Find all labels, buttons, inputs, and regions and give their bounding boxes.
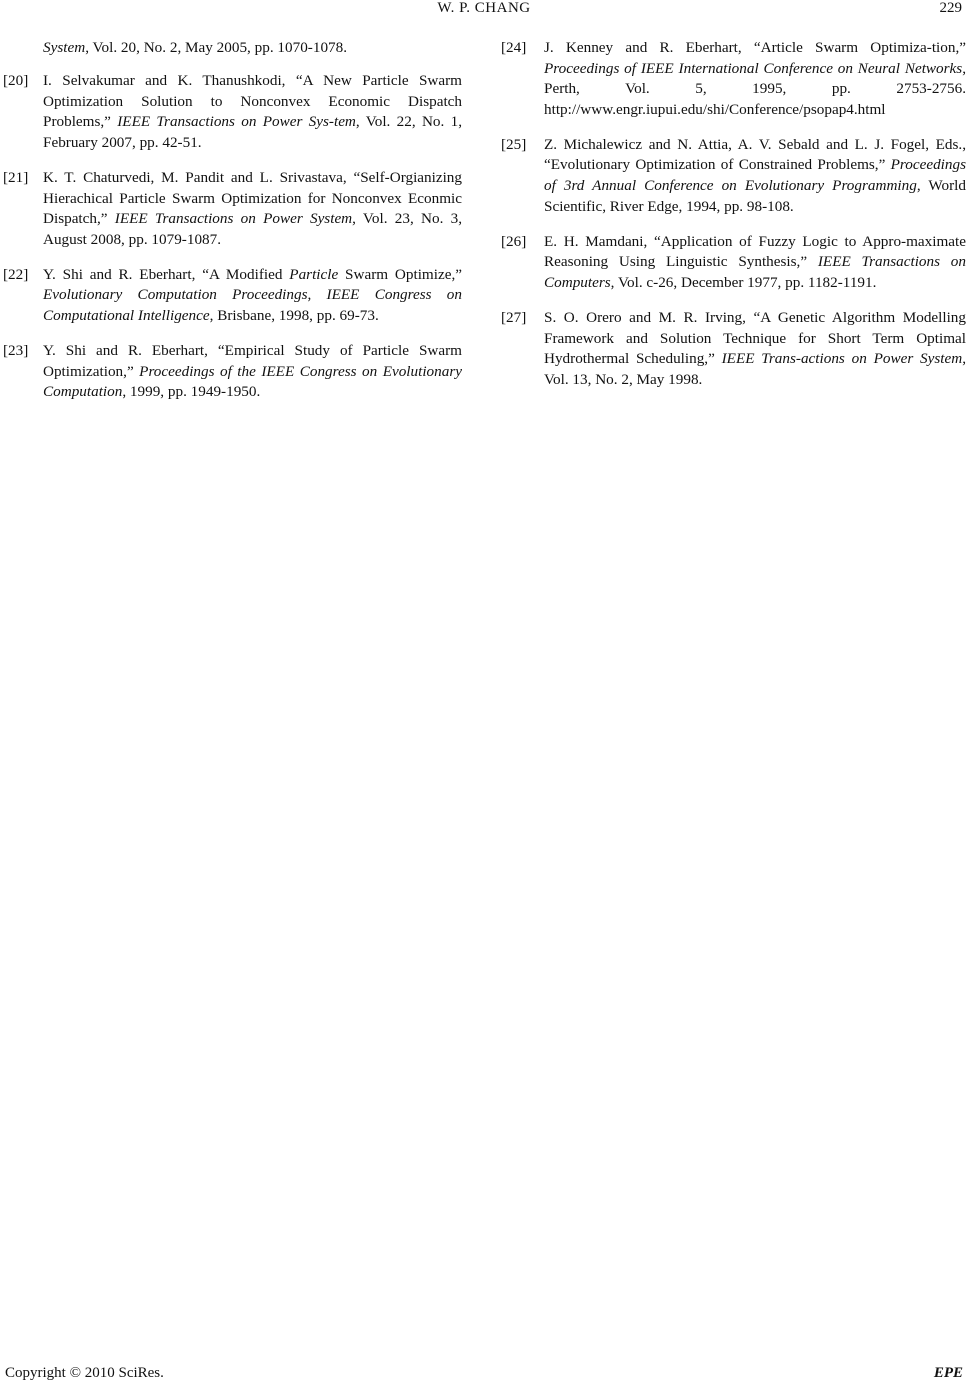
reference-text	[43, 341, 462, 403]
page-number: 229	[939, 0, 962, 16]
italic-text: System	[43, 39, 86, 56]
right-reference-list	[501, 38, 966, 390]
reference-entry	[0, 341, 462, 403]
italic-text: IEEE Trans-actions on Power System	[721, 350, 963, 368]
text-run: , 1999, pp. 1949-1950.	[122, 383, 261, 401]
reference-entry	[0, 168, 462, 250]
reference-number: [26]	[501, 232, 527, 250]
reference-entry	[501, 232, 966, 294]
text-run: E. H. Mamdani, “Application of Fuzzy Logic to Appro-maximate Reasoning Using Linguistic Synthesis,”	[544, 232, 966, 271]
text-run: , World Scientific, River Edge, 1994, pp. 98-108.	[544, 177, 966, 215]
reference-number: [27]	[501, 309, 527, 327]
italic-text: IEEE Transactions on Computers	[544, 253, 966, 291]
text-run: K. T. Chaturvedi, M. Pandit and L. Srivastava, “Self-Orgianizing Hierachical Particle Swarm Optimization for Nonconvex Econmic Dispatch,”	[43, 168, 462, 228]
text-run: , Vol. 22, No. 1, February 2007, pp. 42-51.	[43, 113, 463, 151]
text-run: S. O. Orero and M. R. Irving, “A Genetic Algorithm Modelling Framework and Solution Technique for Short Term Optimal Hydrothermal Scheduling,”	[544, 309, 966, 368]
text-run: , Vol. c-26, December 1977, pp. 1182-1191.	[610, 273, 877, 291]
text-run: I. Selvakumar and K. Thanushkodi, “A New Particle Swarm Optimization Solution to Nonconvex Economic Dispatch Problems,”	[43, 72, 462, 131]
text-run: , Brisbane, 1998, pp. 69-73.	[209, 307, 379, 325]
text-run: , Vol. 20, No. 2, May 2005, pp. 1070-1078.	[85, 39, 348, 56]
italic-text: IEEE Transactions on Power System	[114, 210, 353, 228]
reference-number: [22]	[3, 265, 29, 283]
text-run: , Vol. 13, No. 2, May 1998.	[544, 350, 966, 388]
italic-text: Proceedings of 3rd Annual Conference on Evolutionary Programming	[544, 156, 966, 195]
italic-text: IEEE Transactions on Power Sys-tem	[117, 113, 356, 131]
text-run: Z. Michalewicz and N. Attia, A. V. Sebald and L. J. Fogel, Eds., “Evolutionary Optimization of Constrained Problems,”	[544, 135, 966, 174]
text-run: Y. Shi and R. Eberhart, “Empirical Study of Particle Swarm Optimization,”	[43, 342, 462, 380]
reference-number: [23]	[3, 342, 29, 360]
text-run: Swarm Optimize,”	[338, 265, 462, 283]
reference-text	[544, 135, 966, 217]
reference-text	[43, 71, 462, 153]
reference-number: [20]	[3, 72, 29, 90]
reference-entry	[501, 135, 966, 217]
reference-number: [24]	[501, 39, 527, 56]
reference-text	[544, 308, 966, 390]
reference-number: [25]	[501, 135, 527, 153]
text-run: J. Kenney and R. Eberhart, “Article Swarm Optimiza-tion,”	[544, 39, 966, 56]
reference-entry	[0, 71, 462, 153]
reference-text	[43, 265, 462, 327]
italic-text: Evolutionary Computation Proceedings, IEEE Congress on Computational Intelligence	[43, 286, 462, 325]
reference-entry	[0, 265, 462, 327]
text-run: Y. Shi and R. Eberhart, “A Modified	[43, 265, 290, 283]
italic-text: Particle	[289, 265, 339, 283]
reference-text	[544, 232, 966, 294]
reference-number: [21]	[3, 168, 29, 186]
reference-text	[544, 38, 966, 120]
reference-entry	[501, 38, 966, 120]
italic-text: Proceedings of IEEE International Conference on Neural Networks	[544, 59, 963, 77]
italic-text: Proceedings of the IEEE Congress on Evolutionary Computation	[43, 362, 462, 401]
journal-footer: EPE	[933, 1365, 963, 1381]
reference-entry	[501, 308, 966, 390]
copyright-footer: Copyright © 2010 SciRes.	[5, 1365, 164, 1381]
text-run: , Vol. 23, No. 3, August 2008, pp. 1079-1087.	[43, 210, 463, 248]
reference-text	[43, 168, 462, 250]
reference-continuation	[0, 38, 462, 59]
left-column	[0, 38, 462, 417]
left-reference-list	[0, 71, 462, 403]
text-run: , Perth, Vol. 5, 1995, pp. 2753-2756. http://www.engr.iupui.edu/shi/Conference/psopap4.html	[544, 59, 966, 118]
right-column	[501, 38, 966, 405]
running-header-author: W. P. CHANG	[437, 0, 531, 16]
